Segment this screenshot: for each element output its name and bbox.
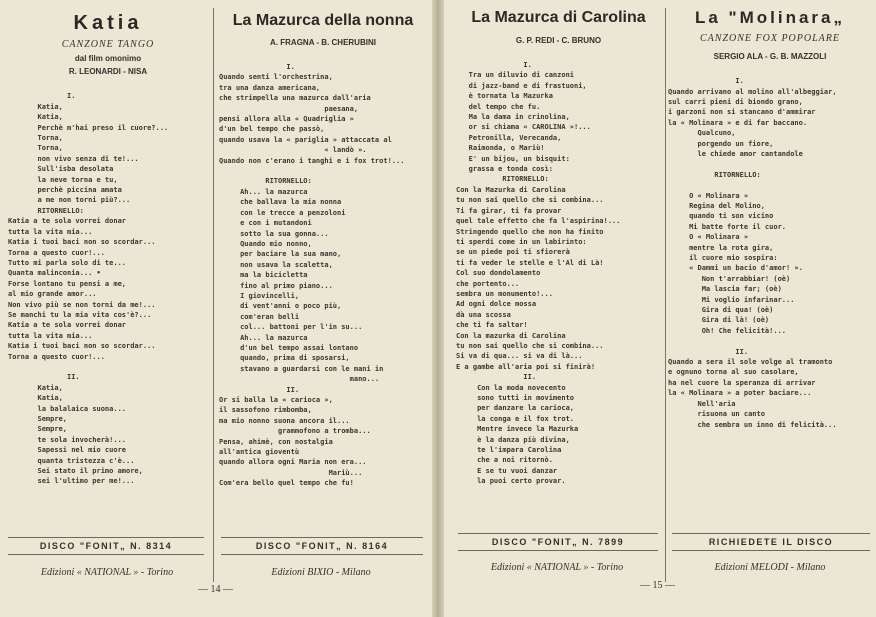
song-authors: R. LEONARDI - NISA [68, 67, 148, 76]
song-lyrics: I. Quando senti l'orchestrina, tra una danza americana, che strimpella una mazurca dall'aria paesana, pensi allora alla « Quadriglia » d'un bel tempo che passò, quando usava la « pariglia » attaccata al « landò ». Quando non c'erano i tanghi e i fox trot!... RITORNELLO: Ah... la mazurca che ballava la mia nonna con le trecce a penzoloni e con i mutandoni sotto la sua gonna... Quando mio nonno, per baciare la sua mano, non usava la scaletta, ma la bicicletta fino al primo piano... I giovincelli, di vent'anni o poco più, com'eran belli col... battoni per l'in su... Ah... la mazurca d'un bel tempo assai lontano quando, prima di sposarsi, stavano a guardarsi con le mani in mano... II. Or si balla la « carioca », il sassofono rimbomba, ma mio nonno suona ancora il... grammofono a tromba... Pensa, ahimè, con nostalgia all'antica gioventù quando allora ogni Maria non era... Mariù... Com'era bello quel tempo che fu! [219, 63, 405, 488]
publisher-mazurca-nonna: Edizioni BIXIO - Milano [271, 567, 371, 578]
book-gutter [432, 0, 444, 617]
song-column-katia [8, 0, 208, 585]
song-authors: G. P. REDI - C. BRUNO [515, 35, 602, 45]
song-column-molinara [668, 0, 872, 585]
song-title: La "Molinara„ [694, 8, 846, 27]
song-lyrics: I. Quando arrivano al molino all'albeggiar, sul carri pieni di biondo grano, i garzoni non si stancano d'ammirar la « Molinara » e di far baccano. Qualcuno, porgendo un fiore, le chiede amor cantandole RITORNELLO: O « Molinara » Regina del Molino, quando ti son vicino Mi batte forte il cuor. O « Molinara » mentre la rota gira, il cuore mio sospira: « Dammi un bacio d'amor! ». Non t'arrabbiar! (oè) Ma lascia far; (oè) Mi voglio infarinar... Gira di qua! (oè) Gira di là! (oè) Oh! Che felicità!... II. Quando a sera il sole volge al tramonto e ognuno torna al suo casolare, ha nel cuore la speranza di arrivar la « Molinara » a poter baciare... Nell'aria risuona un canto che sembra un inno di felicità... [668, 77, 837, 429]
page-number-right: — 15 — [640, 580, 675, 591]
record-label-molinara: RICHIEDETE IL DISCO [672, 533, 870, 551]
column-divider [213, 8, 214, 582]
song-column-mazurca-nonna [219, 0, 427, 585]
publisher-molinara: Edizioni MELODI - Milano [714, 562, 826, 573]
page-number-left: — 14 — [198, 584, 233, 595]
publisher-katia: Edizioni « NATIONAL » - Torino [40, 567, 174, 578]
publisher-mazurca-carolina: Edizioni « NATIONAL » - Torino [490, 562, 624, 573]
record-label-katia: DISCO "FONIT„ N. 8314 [8, 537, 204, 555]
column-divider [665, 8, 666, 582]
song-title: La Mazurca di Carolina [471, 9, 646, 26]
song-title: Katia [73, 12, 143, 34]
record-label-mazurca-nonna: DISCO "FONIT„ N. 8164 [221, 537, 423, 555]
song-film-note: dal film omonimo [74, 54, 142, 63]
song-authors: SERGIO ALA - G. B. MAZZOLI [713, 51, 827, 61]
record-label-mazurca-carolina: DISCO "FONIT„ N. 7899 [458, 533, 658, 551]
song-title: La Mazurca della nonna [232, 12, 414, 29]
song-genre: CANZONE FOX POPOLARE [700, 32, 840, 44]
song-authors: A. FRAGNA - B. CHERUBINI [270, 37, 376, 47]
song-column-mazurca-carolina [456, 0, 661, 585]
song-genre: CANZONE TANGO [61, 39, 155, 50]
song-lyrics: I. Tra un diluvio di canzoni di jazz-band e di frastuoni, è tornata la Mazurka del tempo che fu. Ma la dama in crinolina, or si chiama « CAROLINA »!... Petronilla, Verecanda, Raimonda, o Mariù! E' un bijou, un bisquit: grassa e tonda così: RITORNELLO: Con la Mazurka di Carolina tu non sai quello che si combina... Ti fa girar, ti fa provar quel tale effetto che fa l'aspirina!... Stringendo quello che non ha finito ti sperdi come in un labirinto: se un piede poi ti sfiorerà ti fa veder le stelle e l'Al di Là! Col suo dondolamento che portento... sembra un monumento!... Ad ogni dolce mossa dà una scossa che ti fa saltar! Con la mazurka di Carolina tu non sai quello che si combina... Si va di qua... si va di là... E a gambe all'aria poi si finirà! II. Con la moda novecento sono tutti in movimento per danzare la carioca, la conga e il fox trot. Mentre invece la Mazurka è la danza più divina, te l'impara Carolina che a noi ritornò. E se tu vuoi danzar la puoi certo provar. [456, 61, 621, 486]
song-lyrics: I. Katia, Katia, Perchè m'hai preso il cuore?... Torna, Torna, non vivo senza di te!... Sull'isba desolata la neve torna e tu, perchè piccina amata a me non torni più?... RITORNELLO: Katia a te sola vorrei donar tutta la vita mia... Katia i tuoi baci non so scordar... Torna a questo cuor!... Tutto mi parla solo di te... Quanta malinconia... • Forse lontano tu pensi a me, al mio grande amor... Non vivo più se non torni da me!... Se manchi tu la mia vita cos'è?... Katia a te sola vorrei donar tutta la vita mia... Katia i tuoi baci non so scordar... Torna a questo cuor!... II. Katia, Katia, la balalaica suona... Sempre, Sempre, te sola invocherà!... Sapessi nel mio cuore quanta tristezza c'è... Sei stato il primo amore, sei l'ultimo per me!... [8, 92, 169, 486]
